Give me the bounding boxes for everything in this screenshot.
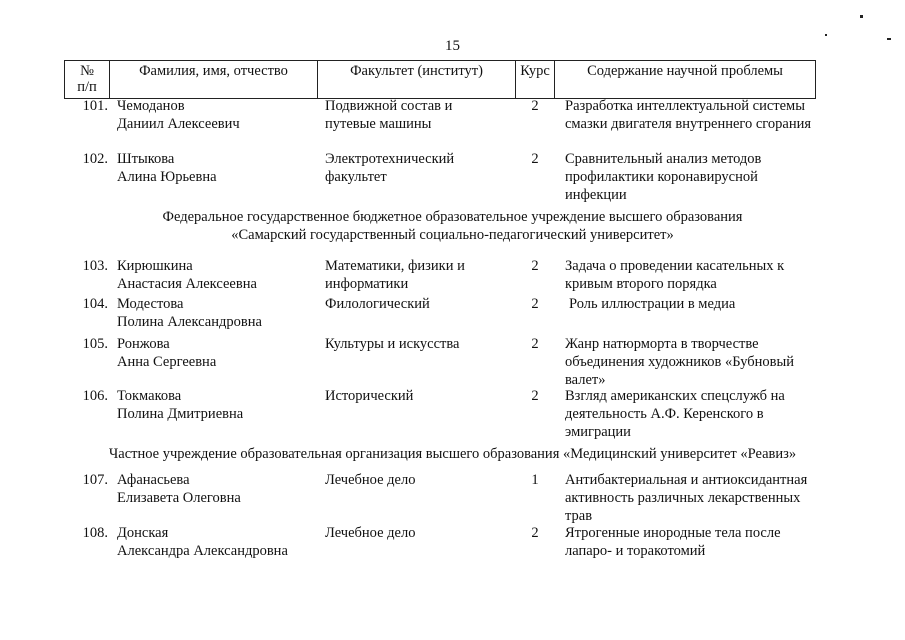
scan-speck: [860, 15, 863, 18]
row-course: 2: [531, 388, 539, 404]
row-topic: Задача о проведении касательных к кривым второго порядка: [565, 258, 785, 292]
row-name: Модестова Полина Александровна: [117, 296, 262, 330]
row-number: 108.: [82, 525, 108, 541]
header-course: Курс: [516, 61, 555, 99]
row-course: 2: [531, 151, 539, 167]
row-course: 1: [531, 472, 539, 488]
header-name: Фамилия, имя, отчество: [110, 61, 318, 99]
row-name: Штыкова Алина Юрьевна: [117, 151, 217, 185]
row-name: Кирюшкина Анастасия Алексеевна: [117, 258, 257, 292]
row-number: 103.: [82, 258, 108, 274]
row-course: 2: [531, 98, 539, 114]
header-num: [65, 61, 110, 99]
row-topic: Разработка интеллектуальной системы смазки двигателя внутреннего сгорания: [565, 98, 812, 132]
row-name: Ронжова Анна Сергеевна: [117, 336, 217, 370]
row-name: Токмакова Полина Дмитриевна: [117, 388, 244, 422]
row-number: 104.: [82, 296, 108, 312]
institution-heading: Частное учреждение образовательная организация высшего образования «Медицинский университет «Реавиз»: [108, 446, 797, 462]
row-course: 2: [531, 258, 539, 274]
row-number: 106.: [82, 388, 108, 404]
row-topic: Антибактериальная и антиоксидантная активность различных лекарственных трав: [565, 472, 808, 524]
row-topic: Роль иллюстрации в медиа: [569, 296, 736, 312]
row-name: Чемоданов Даниил Алексеевич: [117, 98, 240, 132]
scan-speck: [887, 38, 891, 40]
row-faculty: Подвижной состав и путевые машины: [325, 98, 453, 132]
header-num-line1: №: [80, 63, 94, 79]
row-course: 2: [531, 336, 539, 352]
row-faculty: Филологический: [325, 296, 430, 312]
row-faculty: Электротехнический факультет: [325, 151, 455, 185]
scan-speck: [825, 34, 827, 36]
row-number: 102.: [82, 151, 108, 167]
row-faculty: Лечебное дело: [325, 472, 416, 488]
row-topic: Взгляд американских спецслужб на деятельность А.Ф. Керенского в эмиграции: [565, 388, 785, 440]
row-faculty: Исторический: [325, 388, 414, 404]
row-topic: Жанр натюрморта в творчестве объединения художников «Бубновый валет»: [565, 336, 795, 388]
row-topic: Сравнительный анализ методов профилактики коронавирусной инфекции: [565, 151, 762, 203]
table-header: [64, 60, 816, 99]
row-number: 101.: [82, 98, 108, 114]
header-num-line2: п/п: [77, 79, 97, 95]
header-topic: Содержание научной проблемы: [555, 61, 816, 99]
row-faculty: Лечебное дело: [325, 525, 416, 541]
row-topic: Ятрогенные инородные тела после лапаро- и торакотомий: [565, 525, 781, 559]
row-number: 107.: [82, 472, 108, 488]
row-faculty: Культуры и искусства: [325, 336, 460, 352]
row-course: 2: [531, 525, 539, 541]
row-number: 105.: [82, 336, 108, 352]
row-faculty: Математики, физики и информатики: [325, 258, 465, 292]
row-course: 2: [531, 296, 539, 312]
header-faculty: Факультет (институт): [318, 61, 516, 99]
row-name: Донская Александра Александровна: [117, 525, 288, 559]
page-number: 15: [445, 38, 460, 54]
row-name: Афанасьева Елизавета Олеговна: [117, 472, 241, 506]
institution-heading: Федеральное государственное бюджетное образовательное учреждение высшего образования «Самарский государственный социально-педагогический университет»: [162, 209, 743, 243]
